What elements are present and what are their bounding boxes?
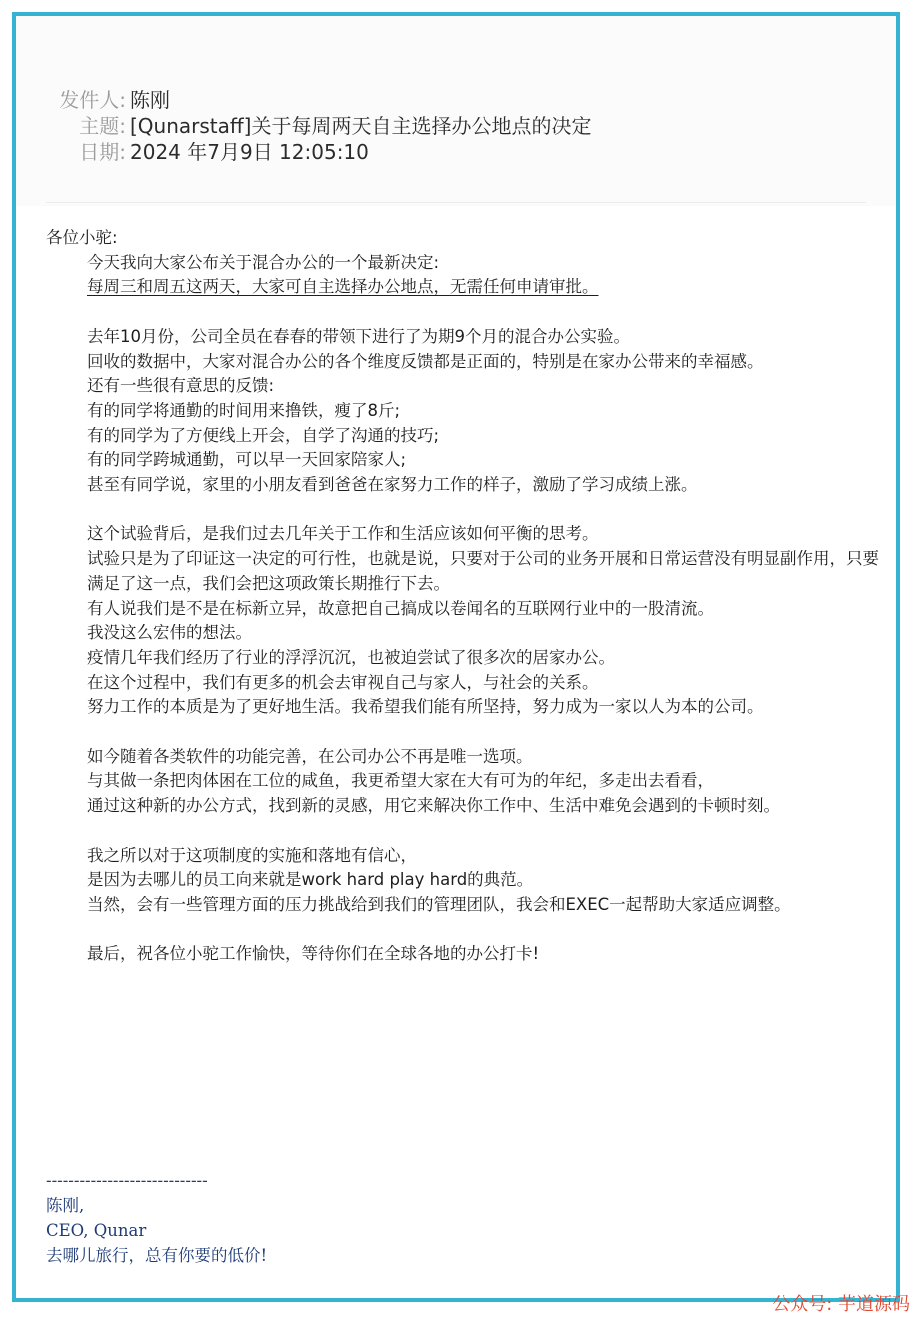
date-value: 2024 年7月9日 12:05:10 — [130, 140, 369, 164]
watermark: 公众号: 芋道源码 — [772, 1294, 910, 1315]
body-line: 有的同学为了方便线上开会，自学了沟通的技巧; — [87, 425, 440, 445]
subject-value: [Qunarstaff]关于每周两天自主选择办公地点的决定 — [130, 114, 592, 138]
subject-row — [34, 112, 591, 140]
email-body — [46, 226, 886, 967]
from-row — [34, 86, 170, 114]
body-line: 这个试验背后，是我们过去几年关于工作和生活应该如何平衡的思考。 — [87, 524, 599, 544]
body-line: 通过这种新的办公方式，找到新的灵感，用它来解决你工作中、生活中难免会遇到的卡顿时刻。 — [87, 796, 780, 816]
body-line: 最后，祝各位小驼工作愉快，等待你们在全球各地的办公打卡! — [87, 944, 540, 964]
body-line: 有的同学跨城通勤，可以早一天回家陪家人; — [87, 450, 407, 470]
from-value[interactable]: 陈刚 — [130, 88, 170, 112]
body-line: 疫情几年我们经历了行业的浮浮沉沉，也被迫尝试了很多次的居家办公。 — [87, 647, 615, 667]
header-divider — [46, 202, 866, 203]
body-line: 如今随着各类软件的功能完善，在公司办公不再是唯一选项。 — [87, 746, 533, 766]
signature-title: CEO, Qunar — [46, 1221, 147, 1240]
body-line-underlined — [46, 275, 886, 300]
from-label: 发件人: — [59, 88, 126, 112]
signature-slogan: 去哪儿旅行，总有你要的低价! — [46, 1246, 268, 1265]
body-line: 在这个过程中，我们有更多的机会去审视自己与家人，与社会的关系。 — [87, 672, 599, 692]
body-line: 与其做一条把肉体困在工位的咸鱼，我更希望大家在大有可为的年纪，多走出去看看， — [87, 771, 714, 791]
body-line: 试验只是为了印证这一决定的可行性，也就是说，只要对于公司的业务开展和日常运营没有明显副作用，只要满足了这一点，我们会把这项政策长期推行下去。 — [87, 549, 879, 593]
greeting: 各位小驼: — [46, 228, 118, 247]
body-line: 还有一些很有意思的反馈: — [87, 376, 275, 396]
body-line: 今天我向大家公布关于混合办公的一个最新决定: — [87, 252, 440, 272]
email-frame — [12, 12, 900, 1302]
body-line: 回收的数据中，大家对混合办公的各个维度反馈都是正面的，特别是在家办公带来的幸福感。 — [87, 351, 764, 371]
subject-label: 主题: — [79, 114, 126, 138]
body-line: 我之所以对于这项制度的实施和落地有信心， — [87, 845, 417, 865]
body-line: 有的同学将通勤的时间用来撸铁，瘦了8斤; — [87, 400, 401, 420]
email-header — [16, 16, 896, 206]
date-row — [34, 138, 369, 166]
signature-name: 陈刚, — [46, 1196, 85, 1215]
signature — [46, 1168, 267, 1268]
body-line: 甚至有同学说，家里的小朋友看到爸爸在家努力工作的样子，激励了学习成绩上涨。 — [87, 475, 698, 495]
body-line: 我没这么宏伟的想法。 — [87, 623, 252, 643]
body-line: 去年10月份，公司全员在春春的带领下进行了为期9个月的混合办公实验。 — [87, 326, 630, 346]
body-line: 当然，会有一些管理方面的压力挑战给到我们的管理团队，我会和EXEC一起帮助大家适应调整。 — [87, 894, 791, 914]
body-line: 是因为去哪儿的员工向来就是work hard play hard的典范。 — [87, 870, 534, 890]
body-line: 有人说我们是不是在标新立异，故意把自己搞成以卷闻名的互联网行业中的一股清流。 — [87, 598, 714, 618]
body-line: 努力工作的本质是为了更好地生活。我希望我们能有所坚持，努力成为一家以人为本的公司。 — [87, 697, 764, 717]
date-label: 日期: — [79, 140, 126, 164]
signature-rule: ----------------------------- — [46, 1171, 208, 1190]
decision-text: 每周三和周五这两天，大家可自主选择办公地点，无需任何申请审批。 — [87, 277, 599, 297]
